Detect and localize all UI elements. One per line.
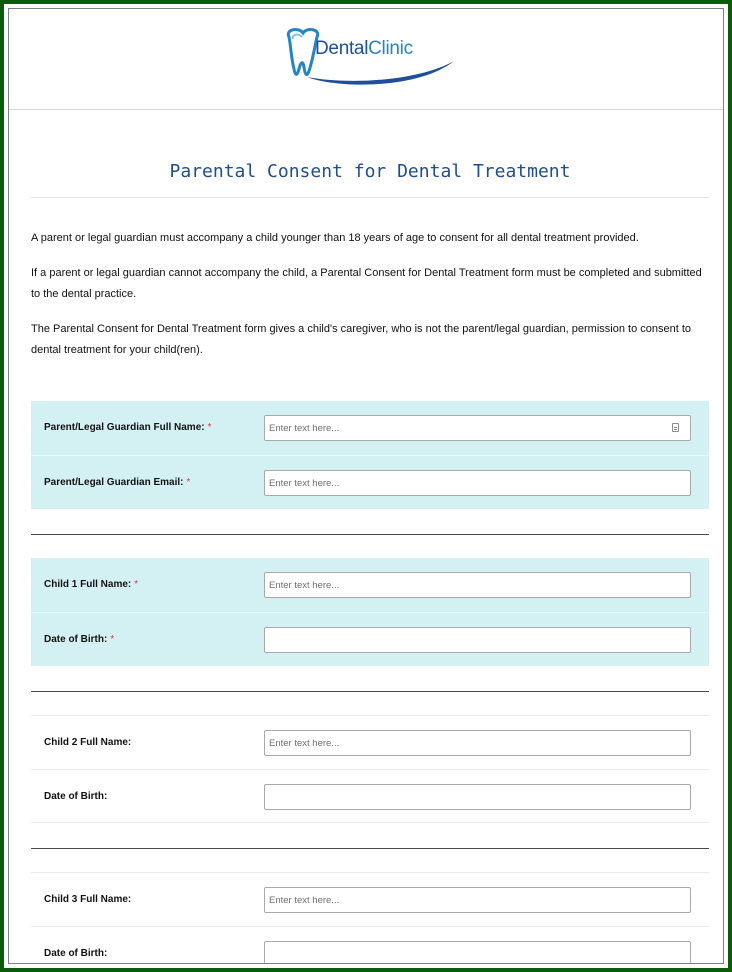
child-2-name-label: Child 2 Full Name: — [44, 737, 132, 748]
guardian-email-label: Parent/Legal Guardian Email: * — [44, 477, 191, 488]
child-2-dob-input[interactable] — [264, 784, 691, 810]
guardian-section — [31, 401, 709, 509]
header — [9, 9, 723, 110]
child-1-dob-row — [31, 612, 709, 666]
required-marker: * — [134, 579, 139, 590]
intro-paragraph-2: If a parent or legal guardian cannot accompany the child, a Parental Consent for Dental Treatment form must be completed and submitted to the dental practice. — [31, 267, 702, 300]
required-marker: * — [186, 477, 191, 488]
logo-text-dental: Dental — [315, 38, 369, 59]
child-2-section — [31, 715, 709, 823]
child-2-dob-label: Date of Birth: — [44, 791, 108, 802]
child-3-section — [31, 872, 709, 964]
required-marker: * — [207, 422, 212, 433]
form-content — [31, 109, 709, 959]
child-3-dob-input[interactable] — [264, 941, 691, 964]
section-divider — [31, 691, 709, 692]
section-divider — [31, 534, 709, 535]
section-divider — [31, 848, 709, 849]
child-3-dob-label: Date of Birth: — [44, 948, 108, 959]
child-1-name-input[interactable] — [264, 572, 691, 598]
intro-paragraph-1: A parent or legal guardian must accompany a child younger than 18 years of age to consent for all dental treatment provided. — [31, 232, 639, 244]
guardian-name-label: Parent/Legal Guardian Full Name: * — [44, 422, 212, 433]
form-page — [8, 8, 724, 964]
logo-wordmark — [315, 38, 413, 60]
child-3-name-label: Child 3 Full Name: — [44, 894, 132, 905]
guardian-name-input[interactable] — [264, 415, 691, 441]
guardian-email-row — [31, 455, 709, 509]
page-title: Parental Consent for Dental Treatment — [31, 161, 709, 198]
child-2-name-input[interactable] — [264, 730, 691, 756]
contact-card-icon[interactable] — [672, 423, 679, 432]
child-1-name-row — [31, 558, 709, 612]
child-1-dob-label: Date of Birth: * — [44, 634, 115, 645]
child-2-dob-row — [31, 769, 709, 823]
intro-paragraph-3: The Parental Consent for Dental Treatment form gives a child's caregiver, who is not the parent/legal guardian, permission to consent to dental treatment for your child(ren). — [31, 323, 692, 356]
intro-text — [31, 228, 709, 361]
guardian-name-row — [31, 401, 709, 455]
dental-clinic-logo — [279, 25, 459, 91]
child-3-name-input[interactable] — [264, 887, 691, 913]
child-1-dob-input[interactable] — [264, 627, 691, 653]
required-marker: * — [110, 634, 115, 645]
child-2-name-row — [31, 715, 709, 769]
child-3-name-row — [31, 872, 709, 926]
guardian-email-input[interactable] — [264, 470, 691, 496]
child-3-dob-row — [31, 926, 709, 964]
child-1-section — [31, 558, 709, 666]
logo-text-clinic: Clinic — [368, 38, 413, 59]
child-1-name-label: Child 1 Full Name: * — [44, 579, 139, 590]
